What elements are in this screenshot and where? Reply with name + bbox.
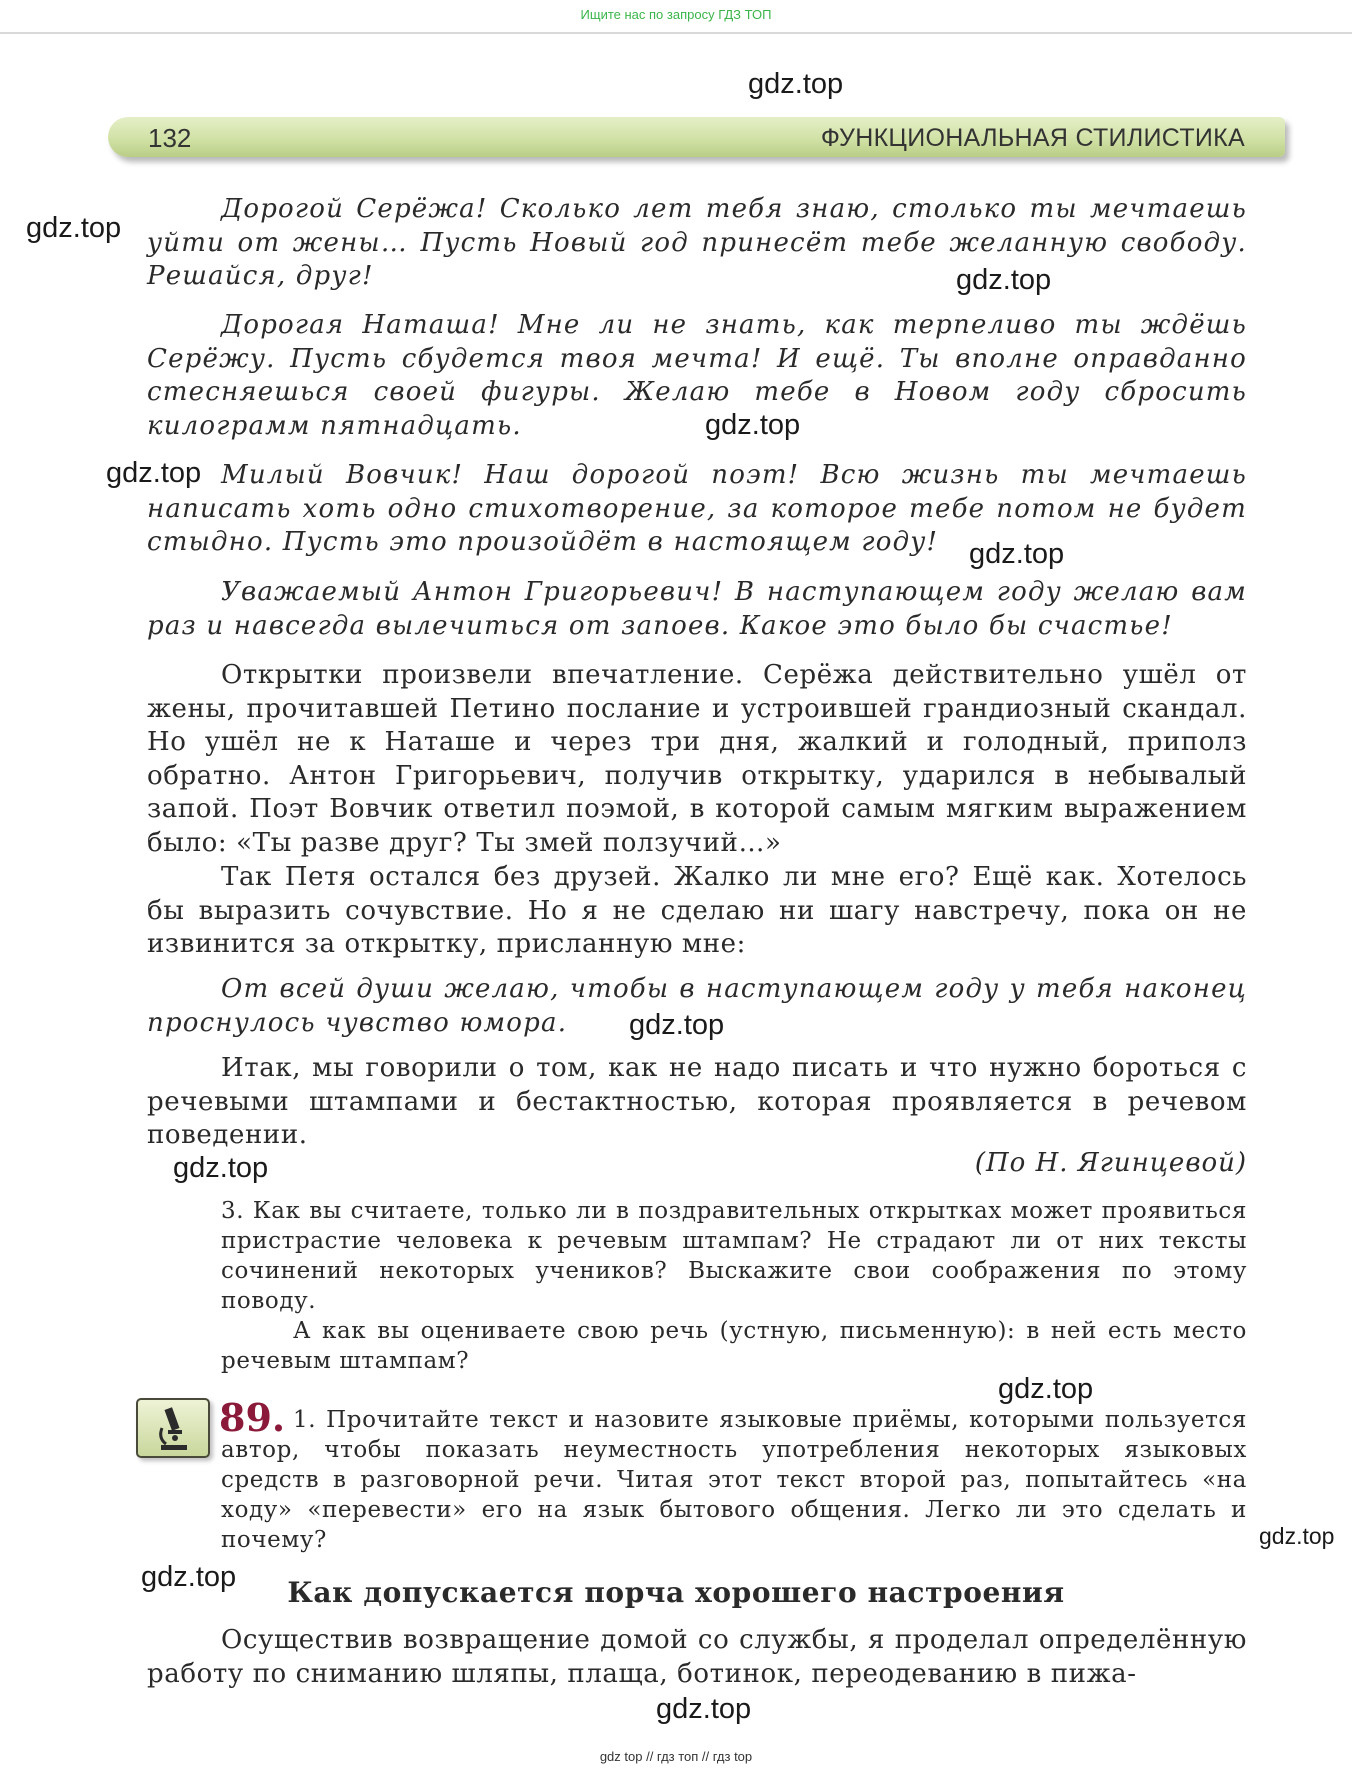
- text-paragraph: Так Петя остался без друзей. Жалко ли мне его? Ещё как. Хотелось бы выразить сочувствие. Но я не сделаю ни шагу навстречу, пока он не извинится за открытку, присланную мне:: [147, 862, 1247, 959]
- text-paragraph: Итак, мы говорили о том, как не надо писать и что нужно бороться с речевыми штампами и бестактностью, которая проявляется в речевом поведении.: [147, 1053, 1247, 1150]
- watermark: gdz.top: [969, 538, 1065, 570]
- letter-anton: Уважаемый Антон Григорьевич! В наступающем году желаю вам раз и навсегда вылечиться от запоев. Какое это было бы счастье!: [147, 577, 1247, 641]
- page-number: 132: [148, 123, 192, 153]
- question-part2-wrap: [221, 1316, 1247, 1376]
- watermark: gdz.top: [748, 68, 844, 100]
- exercise-number: 89.: [219, 1395, 286, 1440]
- watermark: gdz.top: [998, 1373, 1094, 1405]
- exercise-text: 1. Прочитайте текст и назовите языковые приёмы, которыми пользуется автор, чтобы показать неуместность употребления некоторых языковых средств в разговорной речи. Читая этот текст второй раз, попытайтесь «на ходу» «перевести» его на язык бытового общения. Легко ли это сделать и почему?: [221, 1407, 1247, 1553]
- page-header-band: [108, 117, 1285, 157]
- letter-to-author: От всей души желаю, чтобы в наступающем году у тебя наконец проснулось чувство юмора.: [147, 974, 1247, 1038]
- text-paragraph: Открытки произвели впечатление. Серёжа действительно ушёл от жены, прочитавшей Петино послание и устроившей грандиозный скандал. Но ушёл не к Наташе и через три дня, жалкий и голодный, приполз обратно. Антон Григорьевич, получив открытку, ударился в небывалый запой. Поэт Вовчик ответил поэмой, в которой самым мягким выражением было: «Ты разве друг? Ты змей ползучий…»: [147, 660, 1247, 858]
- watermark: gdz.top: [656, 1693, 752, 1725]
- top-banner-text[interactable]: Ищите нас по запросу ГДЗ ТОП: [580, 7, 772, 22]
- question-part1: 3. Как вы считаете, только ли в поздравительных открытках может проявиться пристрастие человека к речевым штампам? Не страдают ли от них тексты сочинений некоторых учеников? Выскажите свои соображения по этому поводу.: [221, 1198, 1247, 1314]
- watermark: gdz.top: [1259, 1523, 1335, 1549]
- letter-serezha: Дорогой Серёжа! Сколько лет тебя знаю, столько ты мечтаешь уйти от жены… Пусть Новый год принесёт тебе желанную свободу. Решайся, друг!: [147, 194, 1247, 291]
- watermark: gdz.top: [173, 1152, 269, 1184]
- letter-natasha: Дорогая Наташа! Мне ли не знать, как терпеливо ты ждёшь Серёжу. Пусть сбудется твоя мечта! И ещё. Ты вполне оправданно стесняешься своей фигуры. Желаю тебе в Новом году сбросить килограмм пятнадцать.: [147, 310, 1247, 441]
- microscope-icon: [136, 1398, 210, 1458]
- footer-links[interactable]: gdz top // гдз топ // гдз top: [599, 1749, 753, 1764]
- watermark: gdz.top: [141, 1561, 237, 1593]
- top-banner: [0, 0, 1352, 34]
- watermark: gdz.top: [956, 264, 1052, 296]
- watermark: gdz.top: [106, 457, 202, 489]
- section-title: ФУНКЦИОНАЛЬНАЯ СТИЛИСТИКА: [820, 124, 1245, 152]
- story-title: Как допускается порча хорошего настроения: [287, 1576, 1065, 1609]
- watermark: gdz.top: [705, 409, 801, 441]
- letter-vovchik: Милый Вовчик! Наш дорогой поэт! Всю жизнь ты мечтаешь написать хоть одно стихотворение, за которое тебе потом не будет стыдно. Пусть это произойдёт в настоящем году!: [147, 460, 1247, 557]
- watermark: gdz.top: [629, 1009, 725, 1041]
- story-first-paragraph: Осуществив возвращение домой со службы, я проделал определённую работу по сниманию шляпы, плаща, ботинок, переодеванию в пижа-: [147, 1625, 1247, 1689]
- question-part2: А как вы оцениваете свою речь (устную, письменную): в ней есть место речевым штампам?: [221, 1318, 1247, 1374]
- source-attribution: (По Н. Ягинцевой): [974, 1148, 1247, 1178]
- watermark: gdz.top: [26, 212, 122, 244]
